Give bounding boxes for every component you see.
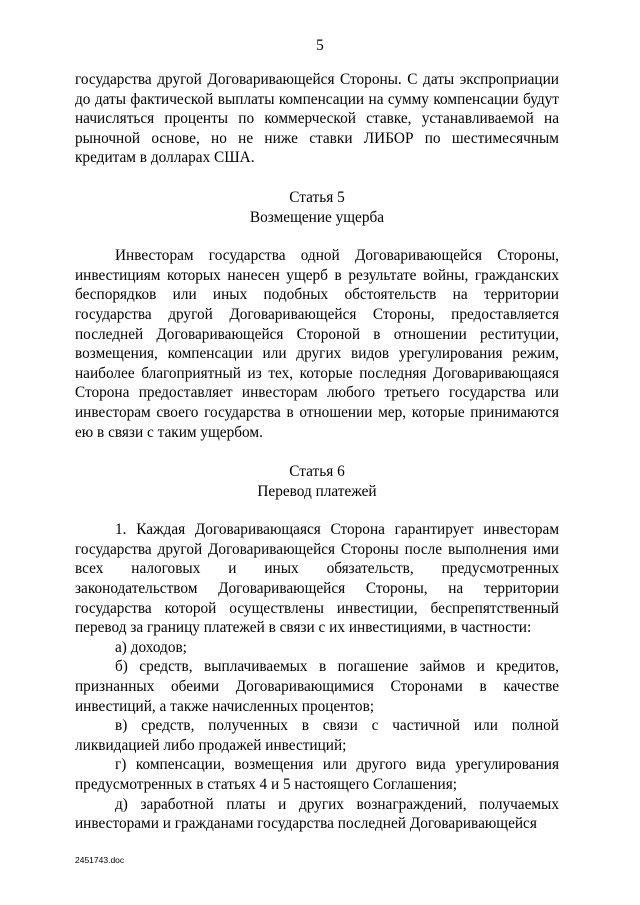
article-5-number: Статья 5: [289, 188, 345, 206]
document-body: [75, 70, 559, 834]
opening-paragraph: государства другой Договаривающейся Стороны. С даты экспроприации до даты фактической выплаты компенсации на сумму компенсации будут начисляться проценты по коммерческой ставке, устанавливаемой на рыночной основе, но не ниже ставки ЛИБОР по шестимесячным кредитам в долларах США.: [75, 71, 559, 167]
list-item: в) средств, полученных в связи с частичной или полной ликвидацией либо продажей инвестиций;: [75, 717, 559, 754]
article-6-intro: 1. Каждая Договаривающаяся Сторона гарантирует инвесторам государства другой Договаривающейся Стороны после выполнения ими всех налоговых и иных обязательств, предусмотренных законодательством Договаривающейся Стороны, на территории государства которой осуществлены инвестиции, беспрепятственный перевод за границу платежей в связи с их инвестициями, в частности:: [75, 521, 559, 637]
footer-filename: 2451743.doc: [75, 855, 125, 865]
article-6-title: Перевод платежей: [257, 482, 377, 500]
page-number: 5: [316, 37, 324, 54]
list-item: г) компенсации, возмещения или другого вида урегулирования предусмотренных в статьях 4 и 5 настоящего Соглашения;: [75, 756, 559, 793]
article-6-number: Статья 6: [289, 463, 345, 481]
article-5-title: Возмещение ущерба: [249, 208, 385, 226]
article-5-paragraph: Инвесторам государства одной Договаривающейся Стороны, инвестициям которых нанесен ущерб в результате войны, гражданских беспорядков или иных подобных обстоятельств на территории государства другой Договаривающейся Стороны, предоставляется последней Договаривающейся Стороной в отношении реституции, возмещения, компенсации или других видов урегулирования режим, наиболее благоприятный из тех, которые последняя Договаривающаяся Сторона предоставляет инвесторам любого третьего государства или инвесторам своего государства в отношении мер, которые принимаются ею в связи с таким ущербом.: [75, 247, 559, 441]
list-item: д) заработной платы и других вознаграждений, получаемых инвесторами и гражданами государства последней Договаривающейся: [75, 795, 559, 833]
list-item: а) доходов;: [115, 638, 187, 656]
list-item: б) средств, выплачиваемых в погашение займов и кредитов, признанных обеими Договаривающимися Сторонами в качестве инвестиций, а также начисленных процентов;: [75, 658, 559, 715]
